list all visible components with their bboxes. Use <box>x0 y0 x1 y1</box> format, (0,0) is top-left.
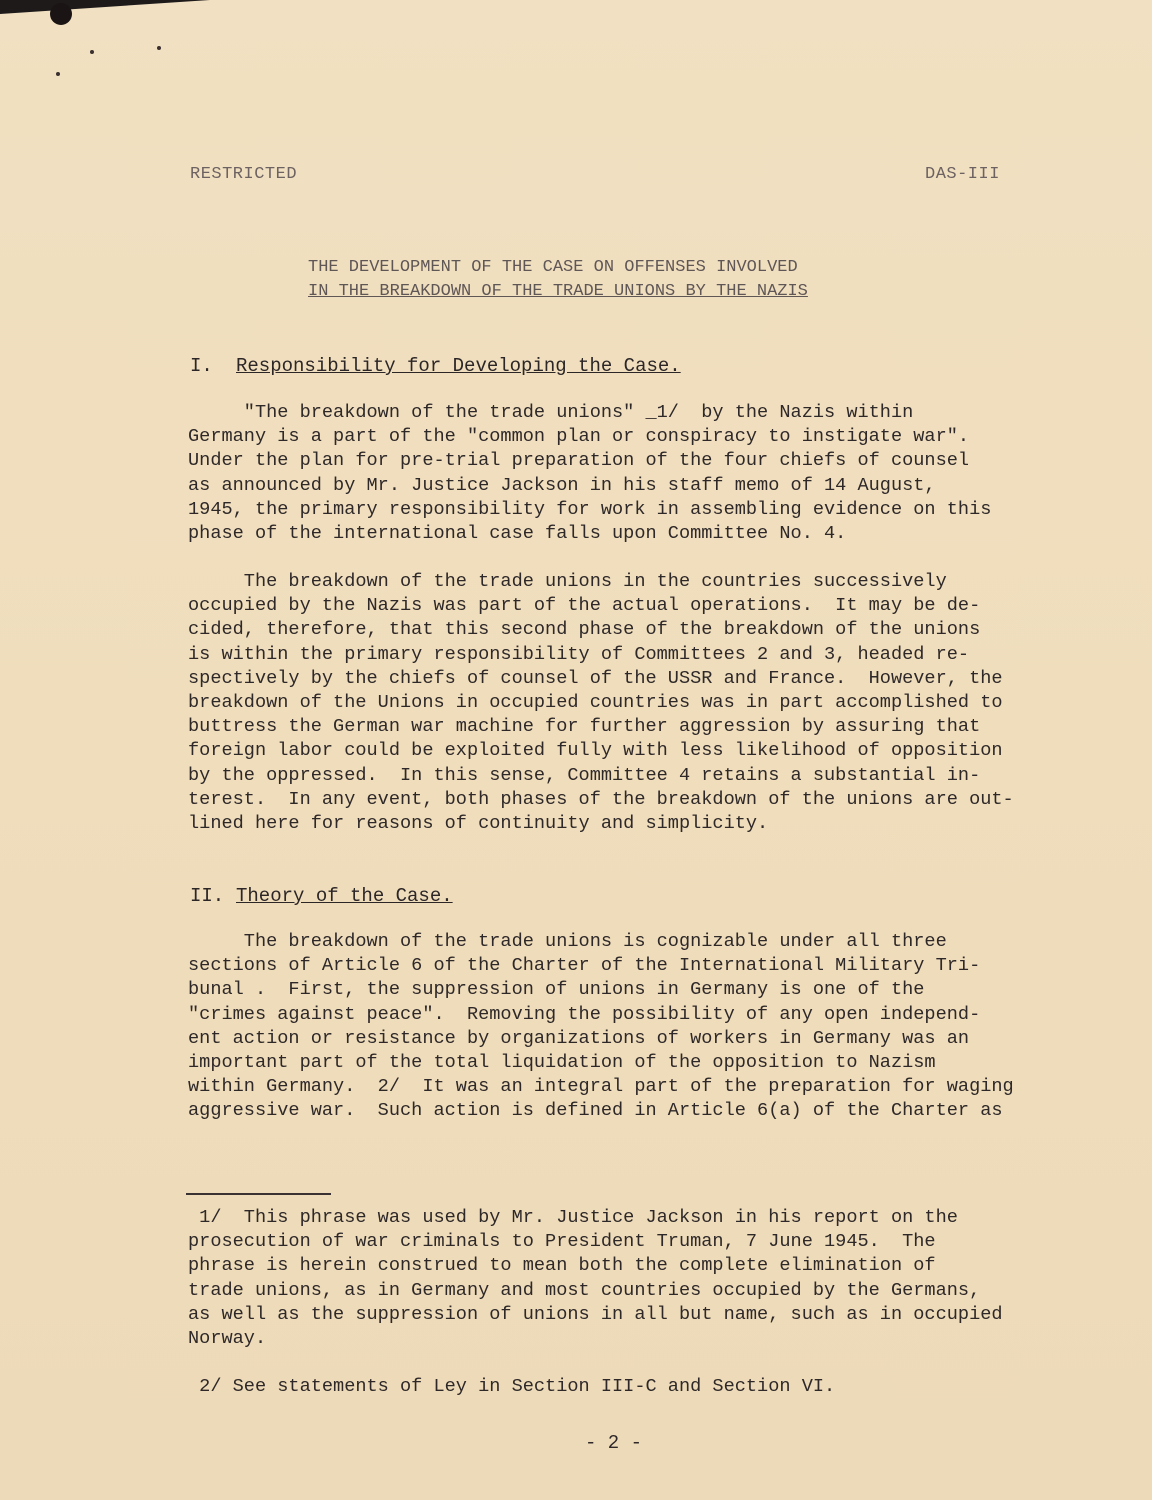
text-line: "crimes against peace". Removing the possibility of any open independ- <box>188 1003 981 1025</box>
ink-speck <box>56 72 60 76</box>
text-line: bunal . First, the suppression of unions in Germany is one of the <box>188 979 925 1001</box>
text-line: by the oppressed. In this sense, Committee 4 retains a substantial in- <box>188 764 981 786</box>
text-line: "The breakdown of the trade unions" _1/ by the Nazis within <box>188 402 914 423</box>
ink-speck <box>90 50 94 54</box>
text-line: terest. In any event, both phases of the breakdown of the unions are out- <box>188 788 1014 810</box>
text-line: as well as the suppression of unions in all but name, such as in occupied <box>188 1303 1003 1325</box>
text-line: trade unions, as in Germany and most countries occupied by the Germans, <box>188 1279 981 1301</box>
section-heading-2 <box>190 885 453 907</box>
paragraph-2 <box>188 570 1088 836</box>
ink-speck <box>157 46 161 50</box>
text-line: occupied by the Nazis was part of the actual operations. It may be de- <box>188 595 981 617</box>
footnote-divider <box>186 1193 331 1195</box>
paragraph-1 <box>188 401 1088 546</box>
text-line: breakdown of the Unions in occupied countries was in part accomplished to <box>188 692 1003 714</box>
section-title: Theory of the Case. <box>236 885 453 907</box>
text-line: prosecution of war criminals to President Truman, 7 June 1945. The <box>188 1231 936 1253</box>
document-code: DAS-III <box>925 165 1000 184</box>
text-line: aggressive war. Such action is defined in Article 6(a) of the Charter as <box>188 1100 1003 1122</box>
paragraph-3 <box>188 930 1088 1124</box>
text-line: buttress the German war machine for further aggression by assuring that <box>188 716 981 738</box>
text-line: Under the plan for pre-trial preparation of the four chiefs of counsel <box>188 450 970 472</box>
text-line: is within the primary responsibility of Committees 2 and 3, headed re- <box>188 643 970 665</box>
text-line: spectively by the chiefs of counsel of the USSR and France. However, the <box>188 667 1003 689</box>
section-heading-1 <box>190 355 681 377</box>
section-number: I. <box>190 355 213 377</box>
text-line: Germany is a part of the "common plan or conspiracy to instigate war". <box>188 426 970 448</box>
document-title-line-2: IN THE BREAKDOWN OF THE TRADE UNIONS BY THE NAZIS <box>308 282 808 301</box>
text-line: sections of Article 6 of the Charter of the International Military Tri- <box>188 955 981 977</box>
text-line: ent action or resistance by organizations of workers in Germany was an <box>188 1027 970 1049</box>
footnote-1 <box>188 1206 1088 1351</box>
text-line: phrase is herein construed to mean both the complete elimination of <box>188 1255 936 1277</box>
text-line: 1945, the primary responsibility for work in assembling evidence on this <box>188 498 992 520</box>
document-title-line-1: THE DEVELOPMENT OF THE CASE ON OFFENSES INVOLVED <box>308 258 798 277</box>
classification-label: RESTRICTED <box>190 165 298 184</box>
text-line: as announced by Mr. Justice Jackson in his staff memo of 14 August, <box>188 474 936 496</box>
text-line: The breakdown of the trade unions is cognizable under all three <box>188 931 947 952</box>
text-line: Norway. <box>188 1328 267 1350</box>
text-line: foreign labor could be exploited fully with less likelihood of opposition <box>188 740 1003 762</box>
punch-hole <box>50 3 72 25</box>
section-number: II. <box>190 885 225 907</box>
text-line: 2/ See statements of Ley in Section III-C and Section VI. <box>188 1376 836 1397</box>
text-line: important part of the total liquidation of the opposition to Nazism <box>188 1052 936 1074</box>
text-line: within Germany. 2/ It was an integral part of the preparation for waging <box>188 1076 1014 1098</box>
page-number: - 2 - <box>585 1432 643 1454</box>
page-corner-fold <box>0 0 210 14</box>
section-title: Responsibility for Developing the Case. <box>236 355 681 377</box>
text-line: cided, therefore, that this second phase of the breakdown of the unions <box>188 619 981 641</box>
text-line: phase of the international case falls upon Committee No. 4. <box>188 523 847 545</box>
text-line: The breakdown of the trade unions in the countries successively <box>188 571 947 592</box>
footnote-2 <box>188 1375 1088 1399</box>
text-line: lined here for reasons of continuity and simplicity. <box>188 813 769 835</box>
text-line: 1/ This phrase was used by Mr. Justice Jackson in his report on the <box>188 1207 958 1228</box>
